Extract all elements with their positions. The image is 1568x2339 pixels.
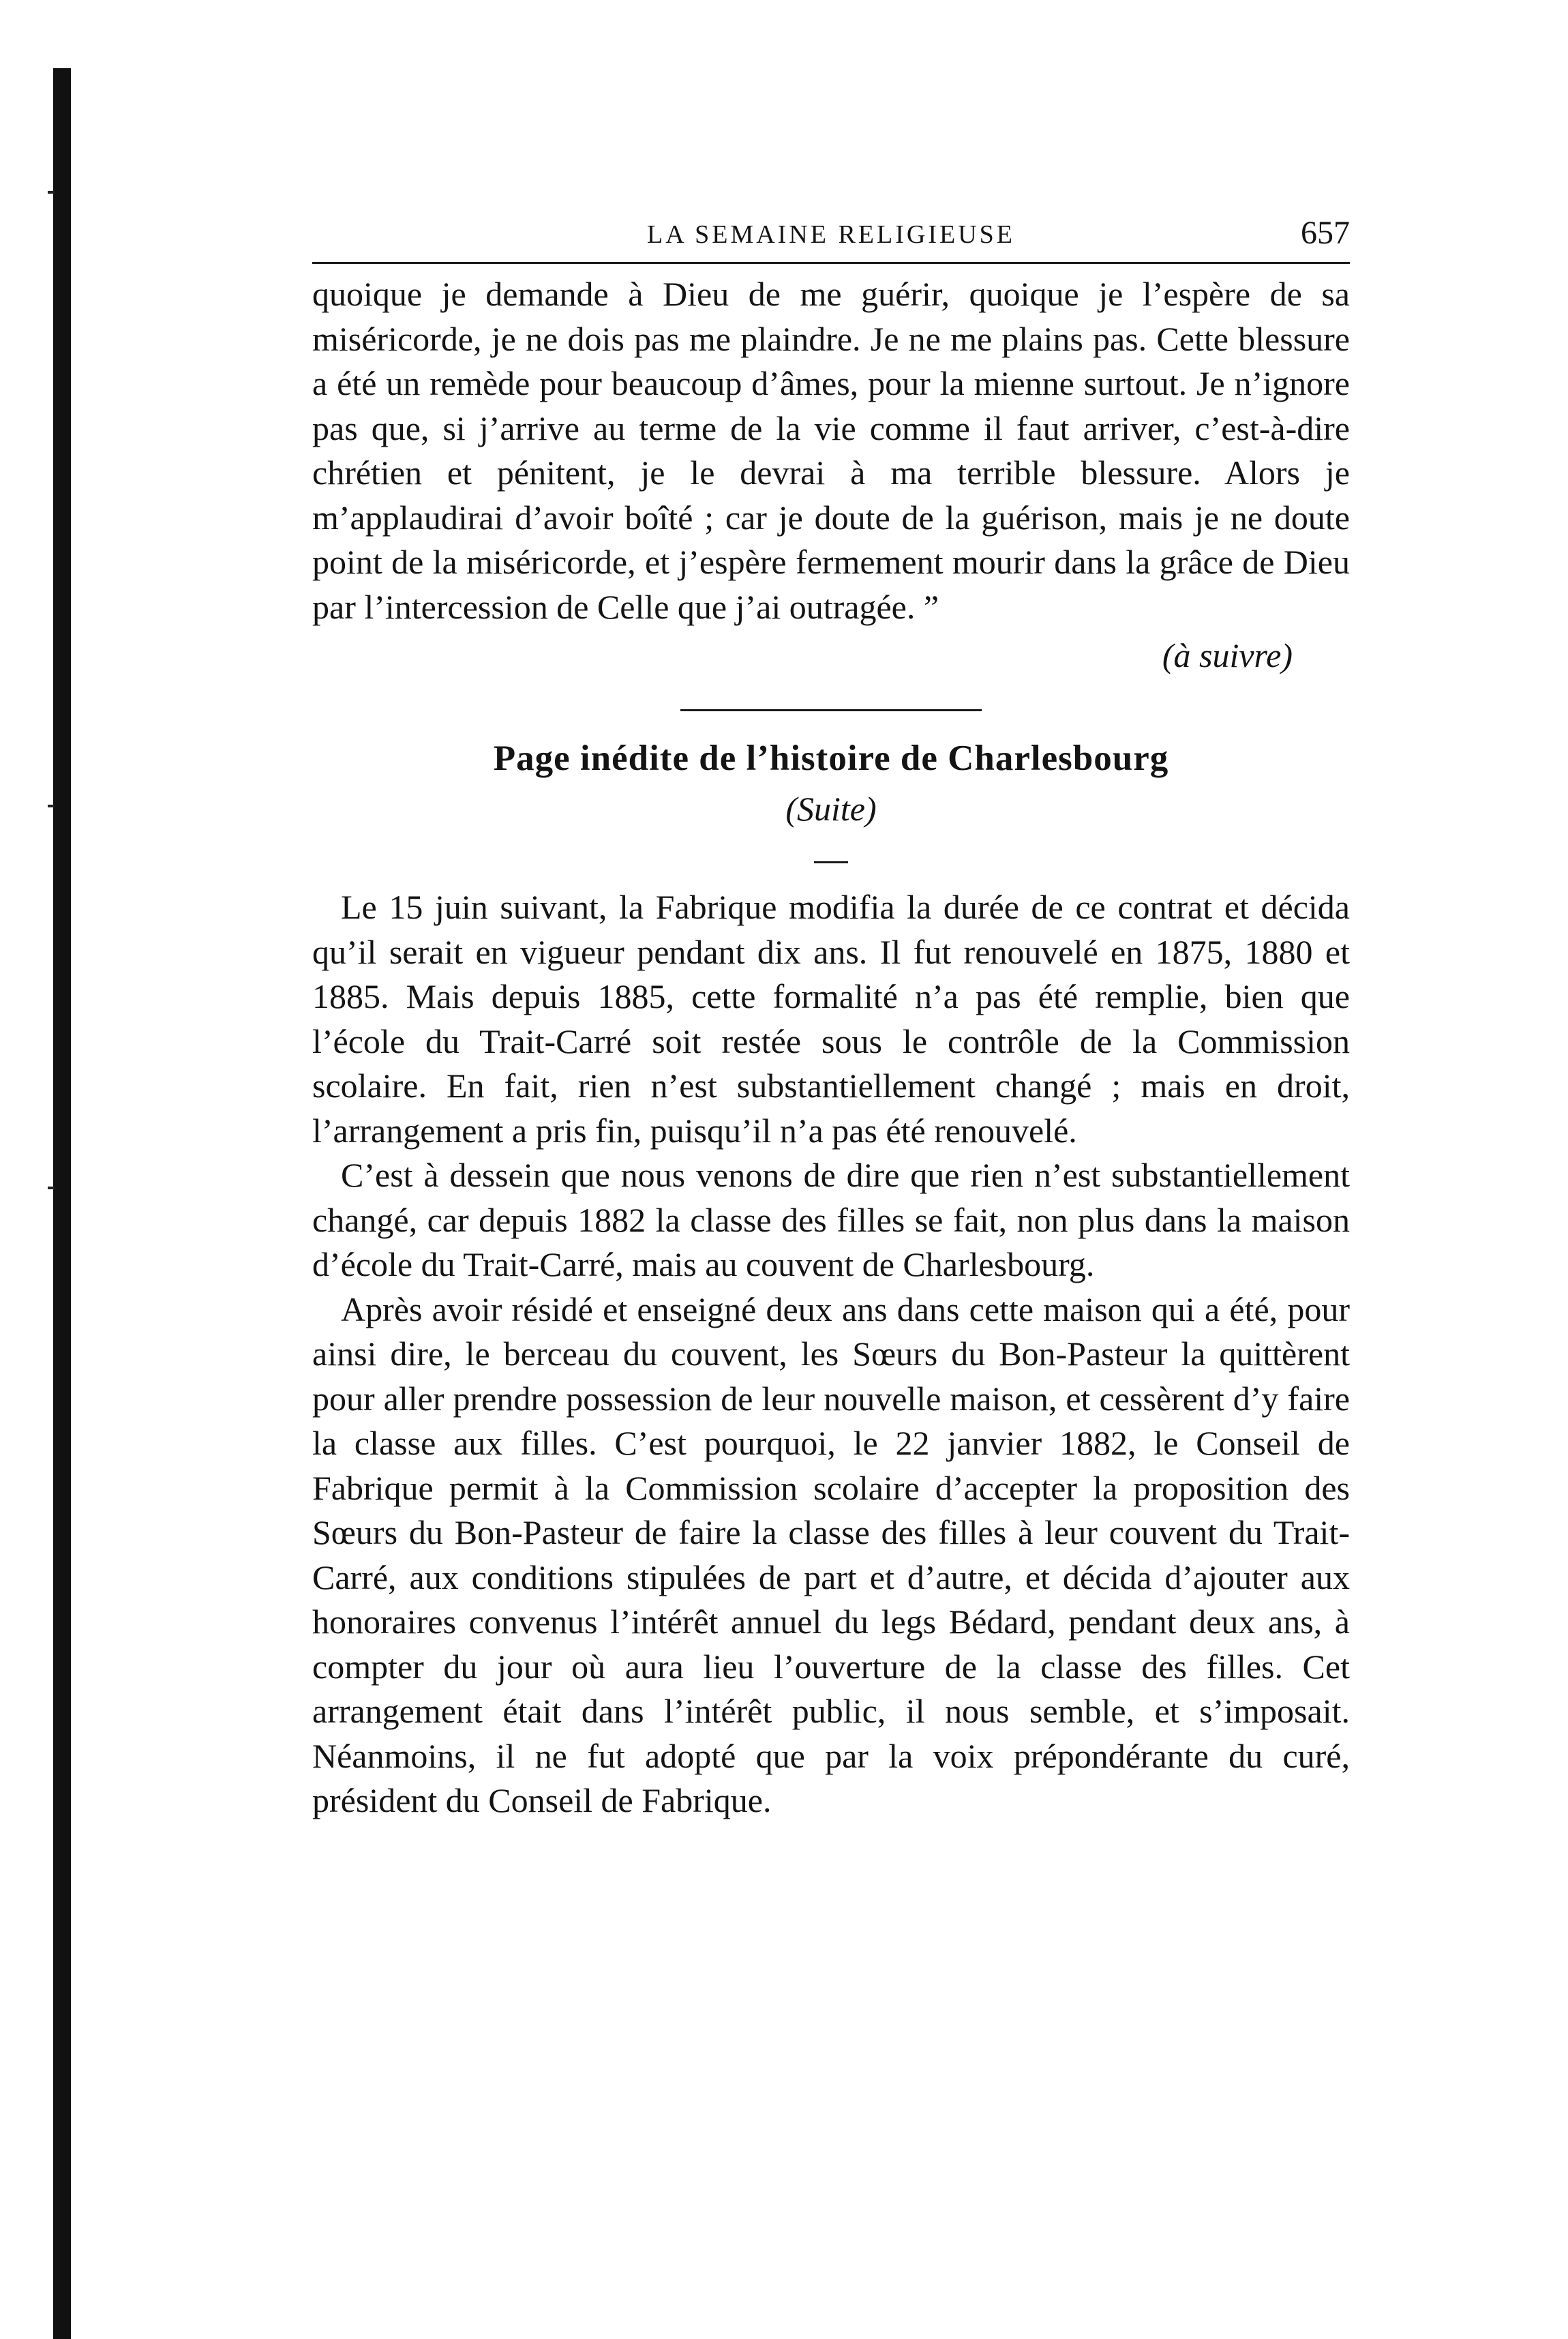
quote-paragraph: quoique je demande à Dieu de me guérir, quoique je l’espère de sa miséricorde, je ne dois pas me plaindre. Je ne me plains pas. Cette blessure a été un remède pour beaucoup d’âmes, pour la mienne surtout. Je n’ignore pas que, si j’arrive au terme de la vie comme il faut arriver, c’est-à-dire chrétien et pénitent, je le devrai à ma terrible blessure. Alors je m’applaudirai d’avoir boîté ; car je doute de la guérison, mais je ne doute point de la miséricorde, et j’espère fermement mourir dans la grâce de Dieu par l’intercession de Celle que j’ai outragée. ”	[312, 275, 1350, 626]
body-paragraph: C’est à dessein que nous venons de dire que rien n’est substantiellement changé, car depuis 1882 la classe des filles se fait, non plus dans la maison d’école du Trait-Carré, mais au couvent de Charlesbourg.	[312, 1156, 1350, 1283]
section-subtitle: (Suite)	[785, 790, 877, 828]
running-header	[312, 205, 1350, 264]
scan-binding-edge	[53, 68, 71, 2339]
body-paragraph: Le 15 juin suivant, la Fabrique modifia la durée de ce contrat et décida qu’il serait en vigueur pendant dix ans. Il fut renouvelé en 1875, 1880 et 1885. Mais depuis 1885, cette formalité n’a pas été remplie, bien que l’école du Trait-Carré soit restée sous le contrôle de la Commission scolaire. En fait, rien n’est substantiellement changé ; mais en droit, l’arrangement a pris fin, puisqu’il n’a pas été renouvelé.	[312, 888, 1350, 1150]
body-paragraph: Après avoir résidé et enseigné deux ans dans cette maison qui a été, pour ainsi dire, le berceau du couvent, les Sœurs du Bon-Pasteur la quittèrent pour aller prendre possession de leur nouvelle maison, et cessèrent d’y faire la classe aux filles. C’est pourquoi, le 22 janvier 1882, le Conseil de Fabrique permit à la Commission scolaire d’accepter la proposition des Sœurs du Bon-Pasteur de faire la classe des filles à leur couvent du Trait-Carré, aux conditions stipulées de part et d’autre, et décida d’ajouter aux honoraires convenus l’intérêt annuel du legs Bédard, pendant deux ans, à compter du jour où aura lieu l’ouverture de la classe des filles. Cet arrangement était dans l’intérêt public, il nous semble, et s’imposait. Néanmoins, il ne fut adopté que par la voix prépondérante du curé, président du Conseil de Fabrique.	[312, 1290, 1350, 1819]
to-be-continued-note: (à suivre)	[1162, 636, 1293, 674]
book-page	[312, 205, 1350, 1823]
scan-edge-mark	[48, 1187, 55, 1189]
subtitle-dash	[814, 861, 848, 863]
section-divider	[680, 709, 982, 711]
scan-edge-mark	[48, 191, 55, 194]
page-number: 657	[1301, 215, 1350, 251]
running-title: LA SEMAINE RELIGIEUSE	[647, 220, 1015, 249]
scan-edge-mark	[48, 805, 55, 807]
section-title: Page inédite de l’histoire de Charlesbourg	[493, 739, 1169, 778]
